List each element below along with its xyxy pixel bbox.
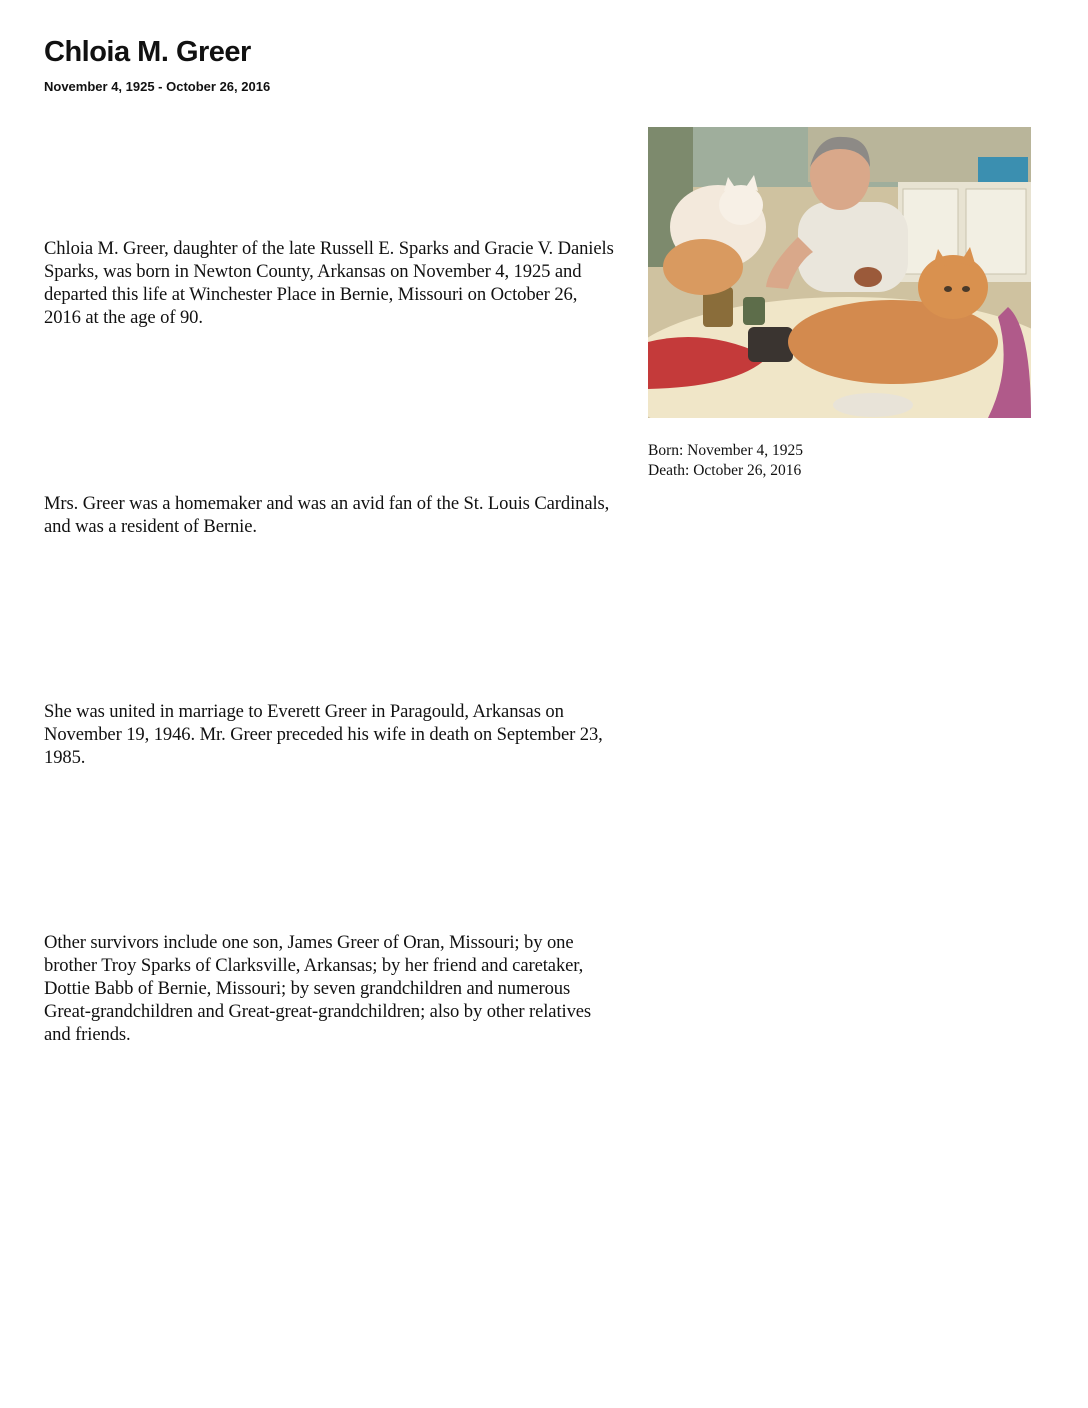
paragraph-survivors: Other survivors include one son, James Greer of Oran, Missouri; by one brother Troy Sparks of Clarksville, Arkansas; by her friend and caretaker, Dottie Babb of Bernie, Missouri; by seven grandchildren and numerous Great-grandchildren and Great-great-grandchildren; also by other relatives and friends. [44,932,592,1045]
photo-caption [648,441,803,481]
born-date: Born: November 4, 1925 [648,442,803,459]
death-date: Death: October 26, 2016 [648,462,802,479]
paragraph-life: Mrs. Greer was a homemaker and was an avid fan of the St. Louis Cardinals, and was a resident of Bernie. [44,493,610,537]
paragraph-intro: Chloia M. Greer, daughter of the late Russell E. Sparks and Gracie V. Daniels Sparks, was born in Newton County, Arkansas on November 4, 1925 and departed this life at Winchester Place in Bernie, Missouri on October 26, 2016 at the age of 90. [44,238,614,328]
portrait-photo [648,127,1031,418]
obituary-name: Chloia M. Greer [44,36,251,68]
life-dates: November 4, 1925 - October 26, 2016 [44,79,271,94]
paragraph-marriage: She was united in marriage to Everett Greer in Paragould, Arkansas on November 19, 1946. Mr. Greer preceded his wife in death on September 23, 1985. [44,701,603,768]
